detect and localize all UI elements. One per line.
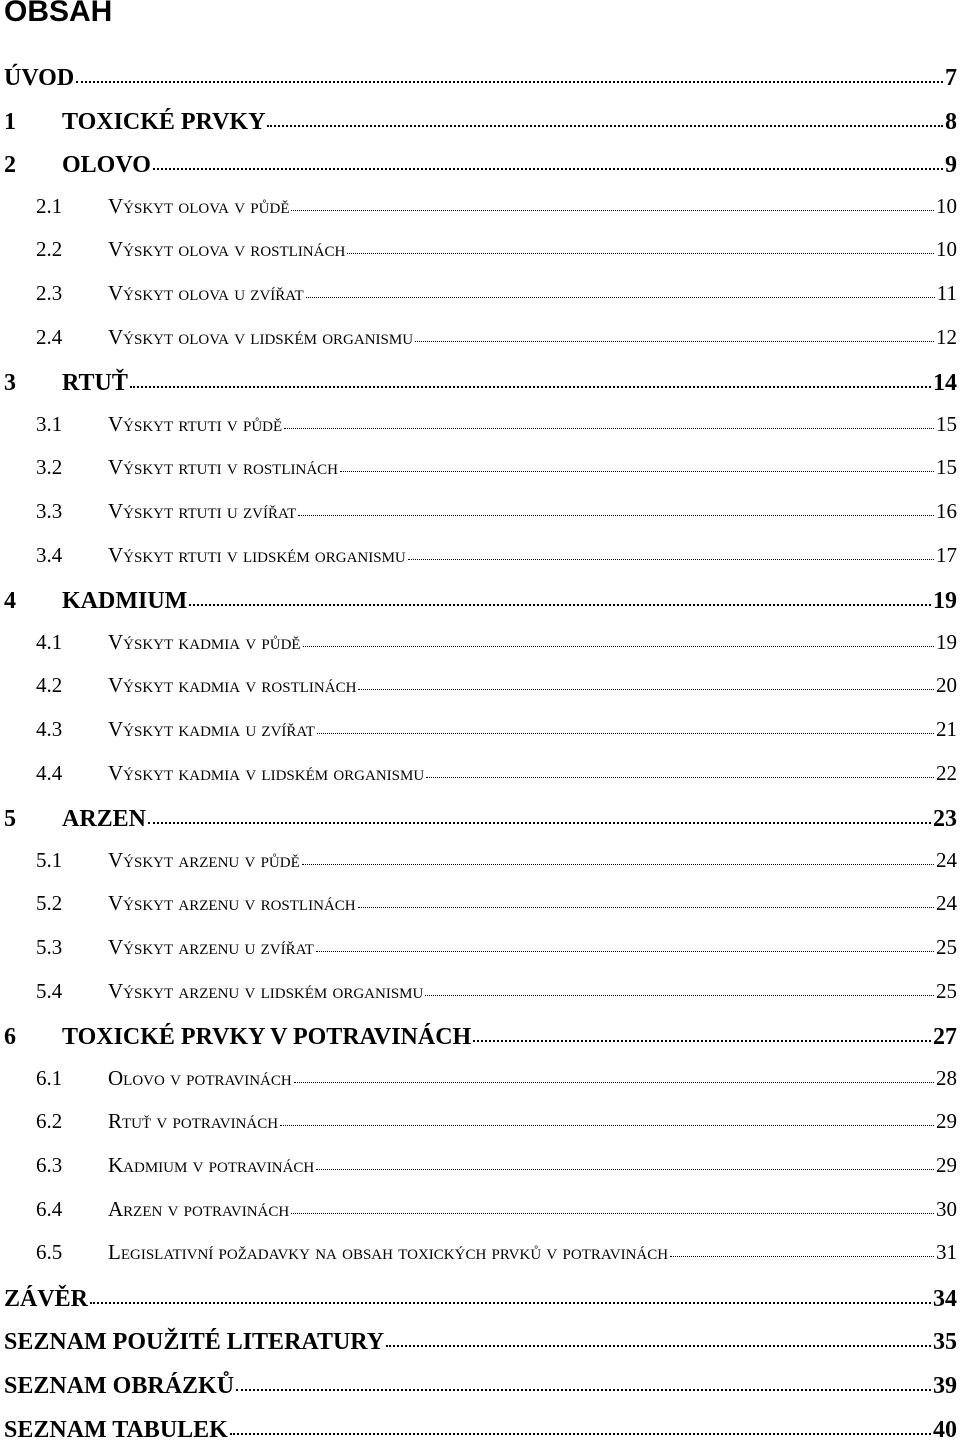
toc-entry-label: OLOVO xyxy=(62,152,151,179)
toc-leader-dots xyxy=(425,977,934,998)
toc-entry[interactable] xyxy=(0,1107,957,1135)
toc-entry[interactable] xyxy=(0,1282,957,1310)
toc-entry-page: 15 xyxy=(936,455,957,480)
toc-entry[interactable] xyxy=(0,584,957,615)
toc-entry[interactable] xyxy=(0,1238,957,1266)
toc-entry[interactable] xyxy=(0,1325,957,1356)
toc-entry-page: 35 xyxy=(933,1329,957,1356)
toc-entry-label: Výskyt olova v půdě xyxy=(108,193,290,218)
toc-entry[interactable] xyxy=(0,61,957,89)
toc-entry-number: 6.4 xyxy=(36,1196,63,1221)
toc-entry-number: 4.3 xyxy=(36,717,63,741)
toc-entry-page: 9 xyxy=(945,152,957,179)
toc-leader-dots xyxy=(316,1151,934,1172)
toc-entry-page: 24 xyxy=(936,847,957,872)
toc-entry-number: 3 xyxy=(4,370,16,397)
toc-entry-page: 12 xyxy=(936,324,957,349)
toc-entry[interactable] xyxy=(0,105,957,133)
toc-entry-page: 30 xyxy=(936,1196,957,1221)
toc-entry-label: ARZEN xyxy=(62,806,147,833)
toc-entry-number: 4 xyxy=(4,588,16,615)
toc-entry-page: 7 xyxy=(945,65,957,91)
toc-entry-label: Výskyt arzenu u zvířat xyxy=(108,935,314,959)
toc-entry[interactable] xyxy=(0,1195,957,1223)
toc-entry-label: SEZNAM POUŽITÉ LITERATURY xyxy=(4,1329,385,1356)
toc-entry-label: Výskyt rtuti v půdě xyxy=(108,411,283,436)
toc-entry-label: Výskyt rtuti v lidském organismu xyxy=(108,542,406,567)
toc-leader-dots xyxy=(408,541,934,562)
toc-leader-dots xyxy=(267,105,943,129)
page-title: OBSAH xyxy=(4,0,113,28)
toc-entry-page: 21 xyxy=(936,717,957,741)
toc-entry-label: Výskyt rtuti v rostlinách xyxy=(108,455,339,480)
toc-entry-page: 25 xyxy=(936,978,957,1003)
toc-entry[interactable] xyxy=(0,192,957,220)
toc-leader-dots xyxy=(473,1020,931,1044)
toc-entry-label: Kadmium v potravinách xyxy=(108,1153,315,1177)
toc-leader-dots xyxy=(347,235,934,256)
toc-entry[interactable] xyxy=(0,148,957,179)
toc-entry-label: TOXICKÉ PRVKY xyxy=(62,108,266,135)
toc-leader-dots xyxy=(130,366,931,390)
toc-entry-label: ZÁVĚR xyxy=(4,1285,89,1312)
toc-entry-number: 3.4 xyxy=(36,542,63,567)
toc-entry-number: 5.4 xyxy=(36,978,63,1003)
toc-entry[interactable] xyxy=(0,889,957,917)
toc-entry-number: 3.2 xyxy=(36,455,63,480)
toc-leader-dots xyxy=(230,1413,931,1437)
toc-entry-label: SEZNAM OBRÁZKŮ xyxy=(4,1373,235,1399)
toc-leader-dots xyxy=(280,1107,934,1128)
toc-leader-dots xyxy=(291,192,934,213)
toc-entry-number: 1 xyxy=(4,108,16,135)
toc-entry-number: 6.1 xyxy=(36,1065,63,1090)
toc-leader-dots xyxy=(303,628,934,649)
toc-entry-page: 25 xyxy=(936,935,957,959)
toc-leader-dots xyxy=(426,759,934,780)
toc-leader-dots xyxy=(90,1282,931,1306)
toc-entry-page: 29 xyxy=(936,1109,957,1134)
toc-entry-page: 17 xyxy=(936,542,957,567)
toc-entry[interactable] xyxy=(0,410,957,438)
toc-leader-dots xyxy=(358,889,934,910)
toc-entry-page: 34 xyxy=(933,1285,957,1312)
toc-entry-label: TOXICKÉ PRVKY V POTRAVINÁCH xyxy=(62,1024,472,1051)
toc-leader-dots xyxy=(670,1238,934,1259)
toc-entry-number: 2.4 xyxy=(36,324,63,349)
toc-entry[interactable] xyxy=(0,715,957,743)
toc-entry-label: Olovo v potravinách xyxy=(108,1065,292,1090)
toc-entry-number: 5.1 xyxy=(36,847,63,872)
toc-leader-dots xyxy=(294,1064,934,1085)
toc-entry[interactable] xyxy=(0,323,957,351)
toc-leader-dots xyxy=(386,1325,931,1349)
toc-leader-dots xyxy=(153,148,943,172)
toc-entry-label: ÚVOD xyxy=(4,65,75,91)
toc-entry[interactable] xyxy=(0,933,957,961)
toc-entry-page: 10 xyxy=(936,237,957,262)
toc-entry-number: 3.1 xyxy=(36,411,63,436)
toc-entry-number: 6.5 xyxy=(36,1240,63,1265)
toc-entry-number: 5 xyxy=(4,806,16,833)
toc-entry[interactable] xyxy=(0,235,957,263)
toc-leader-dots xyxy=(302,846,934,867)
toc-entry-number: 2.3 xyxy=(36,281,63,305)
toc-entry-label: Výskyt arzenu v lidském organismu xyxy=(108,978,424,1003)
toc-entry[interactable] xyxy=(0,671,957,699)
toc-entry[interactable] xyxy=(0,453,957,481)
toc-leader-dots xyxy=(291,1195,934,1216)
toc-entry[interactable] xyxy=(0,628,957,656)
toc-entry-number: 2 xyxy=(4,152,16,179)
toc-entry[interactable] xyxy=(0,1020,957,1051)
toc-entry-number: 6.3 xyxy=(36,1153,63,1177)
toc-entry-page: 24 xyxy=(936,891,957,916)
toc-entry-number: 5.2 xyxy=(36,891,63,916)
toc-entry[interactable] xyxy=(0,497,957,525)
toc-entry-number: 6.2 xyxy=(36,1109,63,1134)
toc-entry-page: 20 xyxy=(936,673,957,698)
toc-entry-number: 4.1 xyxy=(36,629,63,654)
toc-entry-number: 6 xyxy=(4,1024,16,1051)
toc-entry-page: 23 xyxy=(933,806,957,833)
toc-entry-label: SEZNAM TABULEK xyxy=(4,1416,228,1443)
toc-entry-label: RTUŤ xyxy=(62,370,128,397)
toc-entry-label: Výskyt arzenu v rostlinách xyxy=(108,891,356,916)
toc-entry-number: 2.1 xyxy=(36,193,63,218)
toc-leader-dots xyxy=(340,453,934,474)
toc-entry[interactable] xyxy=(0,1064,957,1092)
toc-entry-page: 8 xyxy=(945,108,957,135)
toc-entry[interactable] xyxy=(0,759,957,787)
toc-entry-page: 39 xyxy=(933,1373,957,1399)
toc-entry-label: Výskyt kadmia v rostlinách xyxy=(108,673,357,698)
toc-entry-page: 28 xyxy=(936,1065,957,1090)
toc-leader-dots xyxy=(284,410,934,431)
toc-entry-page: 11 xyxy=(936,281,957,305)
toc-entry[interactable] xyxy=(0,1413,957,1441)
toc-entry-page: 27 xyxy=(933,1024,957,1051)
toc-entry-page: 10 xyxy=(936,193,957,218)
toc-entry[interactable] xyxy=(0,1369,957,1397)
toc-entry[interactable] xyxy=(0,977,957,1005)
toc-leader-dots xyxy=(316,933,934,954)
toc-leader-dots xyxy=(189,584,931,608)
toc-entry[interactable] xyxy=(0,1151,957,1179)
toc-entry-number: 2.2 xyxy=(36,237,63,262)
toc-entry-label: Výskyt kadmia u zvířat xyxy=(108,717,315,741)
toc-leader-dots xyxy=(236,1369,931,1393)
toc-entry-page: 16 xyxy=(936,499,957,523)
toc-entry-label: Výskyt kadmia v půdě xyxy=(108,629,301,654)
toc-entry-page: 31 xyxy=(936,1240,957,1265)
toc-leader-dots xyxy=(358,671,934,692)
toc-entry-number: 3.3 xyxy=(36,499,63,523)
toc-leader-dots xyxy=(415,323,934,344)
toc-leader-dots xyxy=(317,715,934,736)
toc-entry-label: KADMIUM xyxy=(62,588,188,615)
toc-entry[interactable] xyxy=(0,846,957,874)
toc-entry-page: 14 xyxy=(933,370,957,397)
toc-entry-page: 22 xyxy=(936,760,957,785)
toc-entry[interactable] xyxy=(0,541,957,569)
toc-entry-label: Výskyt rtuti u zvířat xyxy=(108,499,297,523)
toc-entry-page: 29 xyxy=(936,1153,957,1177)
toc-entry-label: Rtuť v potravinách xyxy=(108,1109,279,1134)
toc-leader-dots xyxy=(298,497,934,518)
toc-entry-number: 4.4 xyxy=(36,760,63,785)
toc-entry-label: Legislativní požadavky na obsah toxických prvků v potravinách xyxy=(108,1240,669,1265)
toc-entry-page: 40 xyxy=(933,1416,957,1443)
toc-entry[interactable] xyxy=(0,366,957,397)
toc-entry-label: Výskyt olova v rostlinách xyxy=(108,237,346,262)
toc-entry-page: 15 xyxy=(936,411,957,436)
toc-entry-label: Arzen v potravinách xyxy=(108,1196,290,1221)
toc-entry[interactable] xyxy=(0,279,957,307)
toc-entry-number: 4.2 xyxy=(36,673,63,698)
toc-entry-label: Výskyt olova v lidském organismu xyxy=(108,324,414,349)
toc-entry-label: Výskyt kadmia v lidském organismu xyxy=(108,760,425,785)
toc-entry-label: Výskyt olova u zvířat xyxy=(108,281,304,305)
toc-leader-dots xyxy=(76,61,943,85)
toc-leader-dots xyxy=(306,279,935,300)
toc-entry-page: 19 xyxy=(933,588,957,615)
toc-entry-page: 19 xyxy=(936,629,957,654)
toc-entry-number: 5.3 xyxy=(36,935,63,959)
toc-entry[interactable] xyxy=(0,802,957,833)
toc-leader-dots xyxy=(148,802,931,826)
toc-entry-label: Výskyt arzenu v půdě xyxy=(108,847,300,872)
